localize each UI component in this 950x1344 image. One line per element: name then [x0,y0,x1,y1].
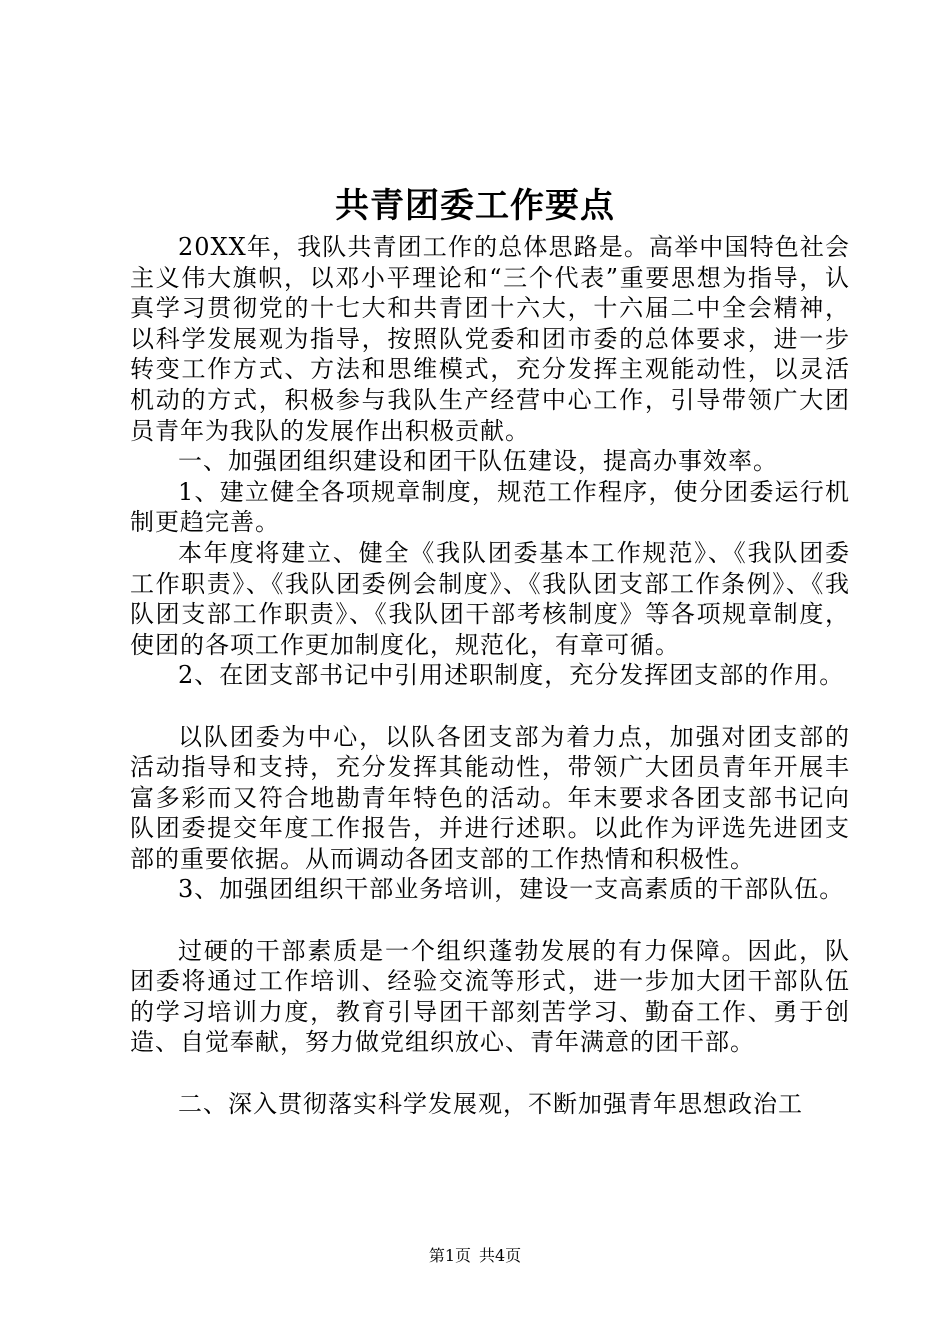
paragraph-branch-activities: 以队团委为中心，以队各团支部为着力点，加强对团支部的活动指导和支持，充分发挥其能动性，带领广大团员青年开展丰富多彩而又符合地勘青年特色的活动。年末要求各团支部书记向队团委提交年度工作报告，并进行述职。以此作为评选先进团支部的重要依据。从而调动各团支部的工作热情和积极性。 [130,722,850,873]
page-total: 共4页 [479,1246,522,1265]
subsection-heading-2: 2、在团支部书记中引用述职制度，充分发挥团支部的作用。 [178,661,845,690]
paragraph-intro: 20XX年，我队共青团工作的总体思路是。高举中国特色社会主义伟大旗帜，以邓小平理论和“三个代表”重要思想为指导，认真学习贯彻党的十七大和共青团十六大，十六届二中全会精神，以科学发展观为指导，按照队党委和团市委的总体要求，进一步转变工作方式、方法和思维模式，充分发挥主观能动性，以灵活机动的方式，积极参与我队生产经营中心工作，引导带领广大团员青年为我队的发展作出积极贡献。 [130,233,850,445]
document-title: 共青团委工作要点 [335,186,615,226]
section-heading-2: 二、深入贯彻落实科学发展观，不断加强青年思想政治工 [178,1089,803,1118]
page-number: 第1页 [428,1246,471,1265]
section-heading-1: 一、加强团组织建设和团干队伍建设，提高办事效率。 [178,447,778,476]
page-footer [0,1246,950,1266]
subsection-heading-1: 1、建立健全各项规章制度，规范工作程序，使分团委运行机制更趋完善。 [130,477,850,537]
paragraph-regulations: 本年度将建立、健全《我队团委基本工作规范》、《我队团委工作职责》、《我队团委例会制度》、《我队团支部工作条例》、《我队团支部工作职责》、《我队团干部考核制度》等各项规章制度，使团的各项工作更加制度化，规范化，有章可循。 [130,538,850,659]
document-body [130,232,850,1119]
subsection-heading-3: 3、加强团组织干部业务培训，建设一支高素质的干部队伍。 [178,875,845,904]
paragraph-cadre-training: 过硬的干部素质是一个组织蓬勃发展的有力保障。因此，队团委将通过工作培训、经验交流等形式，进一步加大团干部队伍的学习培训力度，教育引导团干部刻苦学习、勤奋工作、勇于创造、自觉奉献，努力做党组织放心、青年满意的团干部。 [130,936,850,1057]
